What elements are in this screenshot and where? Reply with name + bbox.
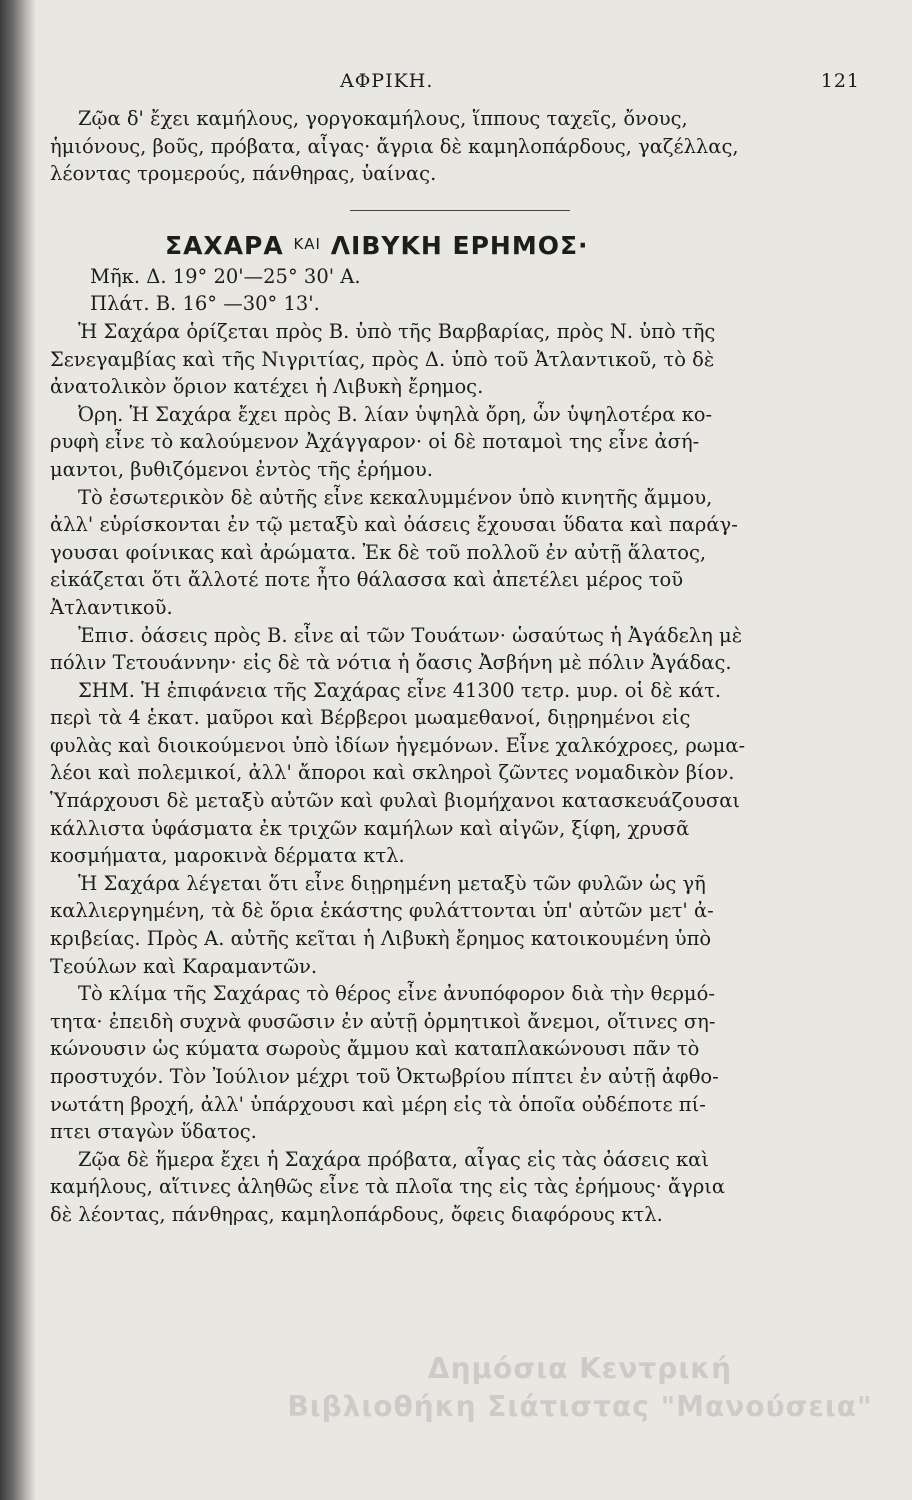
paragraph (50, 401, 840, 484)
text-line: φυλὰς καὶ διοικούμενοι ὑπὸ ἰδίων ἡγεμόνων. Εἶνε χαλκόχροες, ρωμα- (50, 733, 746, 757)
paragraph (50, 1146, 840, 1229)
section-title-part2: ΛΙΒΥΚΗ ΕΡΗΜΟΣ· (330, 230, 589, 260)
text-line: προστυχόν. Τὸν Ἰούλιον μέχρι τοῦ Ὀκτωβρίου πίπτει ἐν αὐτῇ ἀφθο- (50, 1065, 719, 1088)
section-title (165, 225, 840, 263)
intro-line: λέοντας τρομερούς, πάνθηρας, ὑαίνας. (50, 162, 437, 186)
text-line: πόλιν Τετουάννην· εἰς δὲ τὰ νότια ἡ ὄασις Ἀσβήνη μὲ πόλιν Ἀγάδας. (50, 651, 732, 675)
text-line: Ἐπισ. ὀάσεις πρὸς Β. εἶνε αἱ τῶν Τουάτων· ὡσαύτως ἡ Ἀγάδελη μὲ (78, 623, 743, 647)
body-text (50, 105, 840, 1229)
text-line: λέοι καὶ πολεμικοί, ἀλλ' ἄποροι καὶ σκληροὶ ζῶντες νομαδικὸν βίον. (50, 761, 735, 785)
paragraph (50, 484, 840, 622)
text-line: κοσμήματα, μαροκινὰ δέρματα κτλ. (50, 844, 405, 868)
running-title: ΑΦΡΙΚΗ. (340, 70, 434, 92)
intro-line: ἡμιόνους, βοῦς, πρόβατα, αἶγας· ἄγρια δὲ καμηλοπάρδους, γαζέλλας, (50, 134, 739, 158)
paragraph (50, 318, 840, 401)
text-line: Ἡ Σαχάρα λέγεται ὅτι εἶνε διῃρημένη μεταξὺ τῶν φυλῶν ὡς γῆ (78, 871, 706, 895)
text-line: περὶ τὰ 4 ἑκατ. μαῦροι καὶ Βέρβεροι μωαμεθανοί, διῃρημένοι εἰς (50, 706, 691, 730)
text-line: κάλλιστα ὑφάσματα ἐκ τριχῶν καμήλων καὶ αἰγῶν, ξίφη, χρυσᾶ (50, 816, 690, 840)
section-title-conjunction: ΚΑΙ (293, 234, 321, 253)
text-line: ἀλλ' εὑρίσκονται ἐν τῷ μεταξὺ καὶ ὀάσεις ἔχουσαι ὕδατα καὶ παράγ- (50, 513, 738, 537)
text-line: καμήλους, αἵτινες ἀληθῶς εἶνε τὰ πλοῖα της εἰς τὰς ἐρήμους· ἄγρια (50, 1175, 726, 1199)
text-line: καλλιεργημένη, τὰ δὲ ὅρια ἑκάστης φυλάττονται ὑπ' αὐτῶν μετ' ἀ- (50, 899, 714, 923)
text-line: πτει σταγὼν ὕδατος. (50, 1120, 257, 1144)
text-line: γουσαι φοίνικας καὶ ἀρώματα. Ἐκ δὲ τοῦ πολλοῦ ἐν αὐτῇ ἅλατος, (50, 540, 707, 564)
text-line: μαντοι, βυθιζόμενοι ἐντὸς τῆς ἐρήμου. (50, 457, 433, 481)
longitude-line: Μῆκ. Δ. 19° 20'—25° 30' Α. (90, 264, 361, 288)
page-number: 121 (820, 70, 860, 92)
paragraph (50, 622, 840, 677)
text-line: Τὸ κλίμα τῆς Σαχάρας τὸ θέρος εἶνε ἀνυπόφορον διὰ τὴν θερμό- (78, 982, 715, 1006)
book-page (40, 0, 900, 1500)
text-line: Τὸ ἐσωτερικὸν δὲ αὐτῆς εἶνε κεκαλυμμένον ὑπὸ κινητῆς ἄμμου, (78, 485, 713, 509)
text-line: Ζῷα δὲ ἥμερα ἔχει ἡ Σαχάρα πρόβατα, αἶγας εἰς τὰς ὀάσεις καὶ (78, 1147, 709, 1171)
text-line: ἀνατολικὸν ὅριον κατέχει ἡ Λιβυκὴ ἔρημος. (50, 375, 484, 399)
library-watermark (240, 1350, 912, 1426)
scan-binding-edge (0, 0, 36, 1500)
text-line: Τεούλων καὶ Καραμαντῶν. (50, 954, 318, 978)
text-line: νωτάτη βροχή, ἀλλ' ὑπάρχουσι καὶ μέρη εἰς τὰ ὁποῖα οὐδέποτε πί- (50, 1092, 706, 1116)
text-line: κώνουσιν ὡς κύματα σωροὺς ἄμμου καὶ καταπλακώνουσι πᾶν τὸ (50, 1037, 700, 1061)
watermark-line: Βιβλιοθήκη Σιάτιστας "Μανούσεια" (287, 1390, 873, 1423)
text-line: Ἡ Σαχάρα ὁρίζεται πρὸς Β. ὑπὸ τῆς Βαρβαρίας, πρὸς Ν. ὑπὸ τῆς (78, 319, 716, 343)
paragraph (50, 980, 840, 1146)
paragraph (50, 677, 840, 870)
text-line: ΣΗΜ. Ἡ ἐπιφάνεια τῆς Σαχάρας εἶνε 41300 τετρ. μυρ. οἱ δὲ κάτ. (78, 678, 722, 702)
text-line: Ὑπάρχουσι δὲ μεταξὺ αὐτῶν καὶ φυλαὶ βιομήχανοι κατασκευάζουσαι (50, 789, 741, 813)
running-head (40, 70, 860, 100)
watermark-line: Δημόσια Κεντρική (427, 1352, 733, 1385)
section-divider (350, 210, 570, 211)
text-line: Ὀρη. Ἡ Σαχάρα ἔχει πρὸς Β. λίαν ὑψηλὰ ὄρη, ὧν ὑψηλοτέρα κο- (78, 402, 713, 426)
intro-line: Ζῷα δ' ἔχει καμήλους, γοργοκαμήλους, ἵππους ταχεῖς, ὄνους, (78, 107, 688, 130)
text-line: τητα· ἐπειδὴ συχνὰ φυσῶσιν ἐν αὐτῇ ὁρμητικοὶ ἄνεμοι, οἵτινες ση- (50, 1009, 716, 1033)
text-line: δὲ λέοντας, πάνθηρας, καμηλοπάρδους, ὄφεις διαφόρους κτλ. (50, 1202, 663, 1226)
section-title-part1: ΣΑΧΑΡΑ (165, 230, 284, 260)
text-line: ρυφὴ εἶνε τὸ καλούμενον Ἀχάγγαρον· οἱ δὲ ποταμοὶ της εἶνε ἀσή- (50, 430, 700, 454)
latitude-line: Πλάτ. Β. 16° —30° 13'. (90, 292, 320, 316)
text-line: κριβείας. Πρὸς Α. αὐτῆς κεῖται ἡ Λιβυκὴ ἔρημος κατοικουμένη ὑπὸ (50, 927, 712, 951)
text-line: Ἀτλαντικοῦ. (50, 595, 173, 619)
paragraph (50, 870, 840, 980)
text-line: εἰκάζεται ὅτι ἄλλοτέ ποτε ἦτο θάλασσα καὶ ἀπετέλει μέρος τοῦ (50, 568, 684, 592)
text-line: Σενεγαμβίας καὶ τῆς Νιγριτίας, πρὸς Δ. ὑπὸ τοῦ Ἀτλαντικοῦ, τὸ δὲ (50, 347, 715, 371)
